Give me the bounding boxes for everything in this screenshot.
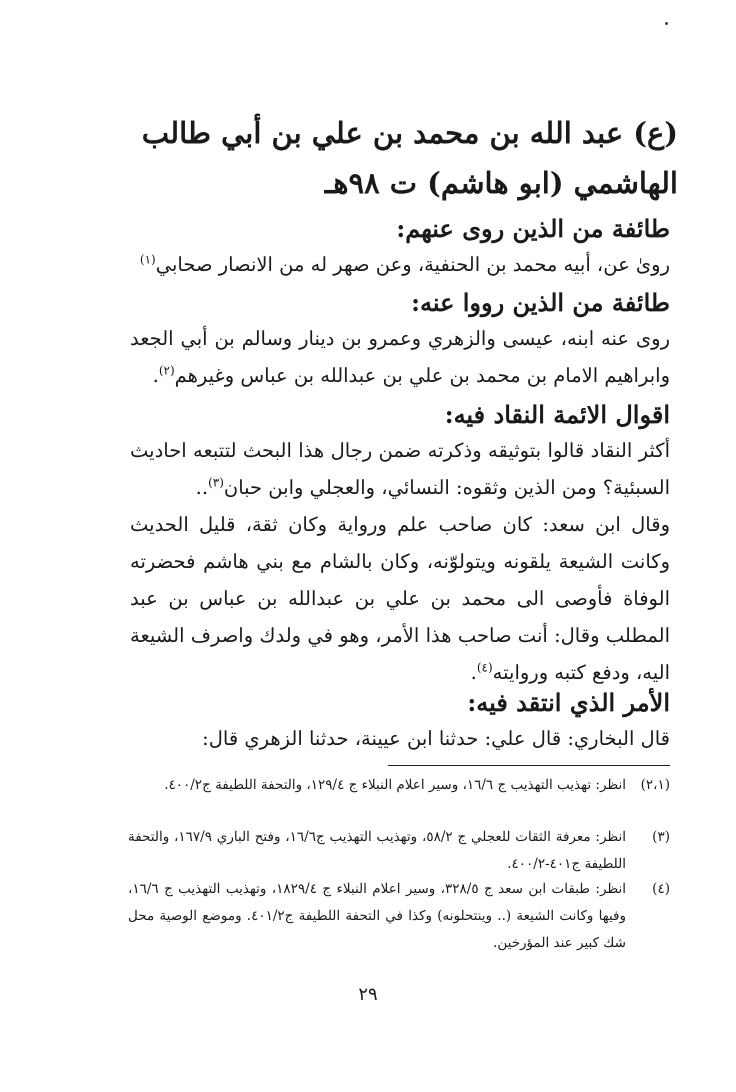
note-ref-2: (٢) xyxy=(158,363,175,378)
note-ref-3: (٣) xyxy=(208,475,224,490)
footnote xyxy=(128,824,670,878)
footnote xyxy=(128,772,670,799)
narrated-by-text: روى عنه ابنه، عيسى والزهري وعمرو بن دينار وسالم بن أبي الجعد وابراهيم الامام بن محمد بن علي بن عبدالله بن عباس وغيرهم$^{(٢)}$. xyxy=(130,327,670,387)
footnote-text: انظر: تهذيب التهذيب ج ١٦/٦، وسير اعلام النبلاء ج ١٢٩/٤، والتحفة اللطيفة ج٤٠٠/٢. xyxy=(164,777,626,793)
footnote xyxy=(128,876,670,957)
heading-narrated-by: طائفة من الذين رووا عنه: xyxy=(411,288,670,317)
critics-paragraph-1: أكثر النقاد قالوا بتوثيقه وذكرته ضمن رجال هذا البحث لتتبعه احاديث السبئية؟ ومن الذين وثقوه: النسائي، والعجلي وابن حبان$^{(٣)}$.. xyxy=(130,439,670,499)
entry-title: (ع) عبد الله بن محمد بن علي بن أبي طالب الهاشمي (ابو هاشم) ت ٩٨هـ xyxy=(141,116,678,200)
narrated-from-text: روىٰ عن، أبيه محمد بن الحنفية، وعن صهر له من الانصار صحابي$^{(١)}$ xyxy=(139,252,670,276)
footnote-number: (٤) xyxy=(652,881,670,897)
heading-critics: اقوال الائمة النقاد فيه: xyxy=(444,400,670,429)
speck xyxy=(665,22,668,25)
footnote-number: (٣) xyxy=(652,829,670,845)
footnote-text: انظر: معرفة الثقات للعجلي ج ٥٨/٢، وتهذيب التهذيب ج١٦/٦، وفتح الباري ١٦٧/٩، والتحفة اللطيفة ج٤٠١-٤٠٠/٢. xyxy=(128,829,626,872)
criticized-text: قال البخاري: قال علي: حدثنا ابن عيينة، حدثنا الزهري قال: xyxy=(202,727,670,750)
note-ref-4: (٤) xyxy=(476,660,493,675)
heading-criticized: الأمر الذي انتقد فيه: xyxy=(467,688,670,717)
critics-paragraph-2: وقال ابن سعد: كان صاحب علم ورواية وكان ثقة، قليل الحديث وكانت الشيعة يلقونه ويتولوّنه، وكان بالشام مع بني هاشم فحضرته الوفاة فأوصى الى محمد بن علي بن عبدالله بن عباس بن عبد المطلب وقال: أنت صاحب هذا الأمر، وهو في ولدك واصرف الشيعة اليه، ودفع كتبه وروايته$^{(٤)}$. xyxy=(130,513,670,684)
footnote-number: (٢،١) xyxy=(640,777,670,793)
heading-narrated-from: طائفة من الذين روى عنهم: xyxy=(396,214,670,243)
page-number: ٢٩ xyxy=(358,984,378,1005)
note-ref-1: (١) xyxy=(139,252,156,267)
footnote-separator xyxy=(388,765,670,766)
footnote-text: انظر: طبقات ابن سعد ج ٣٢٨/٥، وسير اعلام النبلاء ج ١٨٢٩/٤، وتهذيب التهذيب ج ١٦/٦، وفيها وكانت الشيعة (.. وينتحلونه) وكذا في التحفة اللطيفة ج٤٠١/٢. وموضع الوصية محل شك كبير عند المؤرخين. xyxy=(128,881,626,951)
